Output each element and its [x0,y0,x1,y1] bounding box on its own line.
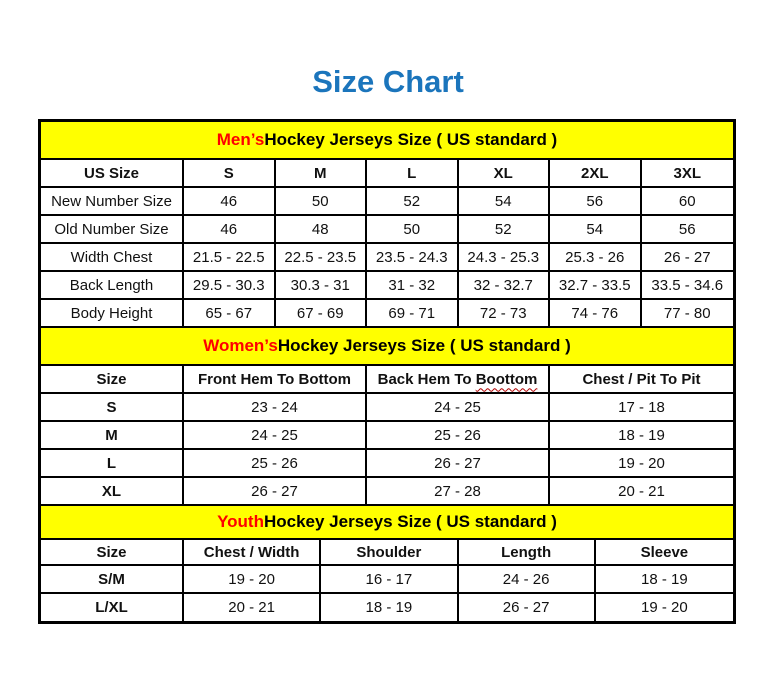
data-cell: 25.3 - 26 [550,244,642,270]
data-cell: 56 [550,188,642,214]
table-row [41,216,733,244]
data-cell: 72 - 73 [459,300,551,326]
mens-section-heading [41,122,733,160]
data-cell: 23 - 24 [184,394,367,420]
data-cell: 19 - 20 [184,566,321,592]
data-cell: 26 - 27 [184,478,367,504]
row-label: L/XL [41,594,184,621]
data-cell: 27 - 28 [367,478,550,504]
data-cell: 24.3 - 25.3 [459,244,551,270]
section-youth [41,506,733,621]
header-row [41,160,733,188]
row-label: New Number Size [41,188,184,214]
row-label: XL [41,478,184,504]
data-cell: 26 - 27 [663,248,711,266]
header-cell: L [367,160,459,186]
section-womens [41,328,733,506]
size-chart-table [38,119,736,624]
row-label: Back Length [41,272,184,298]
header-cell: Size [41,540,184,564]
header-cell: Chest / Width [184,540,321,564]
data-cell: 30.3 - 31 [276,272,368,298]
data-cell: 48 [276,216,368,242]
row-label: Body Height [41,300,184,326]
header-cell: 3XL [673,164,701,182]
heading-rest-label: Hockey Jerseys Size ( US standard ) [277,336,571,355]
header-cell: Size [41,366,184,392]
data-cell: 16 - 17 [321,566,458,592]
data-cell: 19 - 20 [641,599,688,616]
data-cell: 54 [550,216,642,242]
data-cell: 52 [459,216,551,242]
table-row [41,566,733,594]
data-cell: 32 - 32.7 [459,272,551,298]
data-cell: 56 [678,220,696,238]
heading-accent-label: Men’s [216,130,265,149]
row-label: Width Chest [41,244,184,270]
table-row [41,272,733,300]
data-cell: 74 - 76 [550,300,642,326]
header-cell: 2XL [550,160,642,186]
row-label: L [41,450,184,476]
youth-section-heading [41,506,733,540]
heading-accent-label: Women’s [203,336,278,355]
data-cell: 33.5 - 34.6 [651,276,724,294]
header-cell: M [276,160,368,186]
data-cell: 52 [367,188,459,214]
heading-rest-label: Hockey Jerseys Size ( US standard ) [263,512,557,531]
data-cell: 20 - 21 [618,482,665,500]
section-mens [41,122,733,328]
data-cell: 77 - 80 [663,304,711,322]
header-cell: Sleeve [640,543,689,561]
row-label: M [41,422,184,448]
table-row [41,594,733,621]
header-cell [367,366,550,392]
data-cell: 31 - 32 [367,272,459,298]
data-cell: 46 [184,188,276,214]
data-cell: 26 - 27 [459,594,596,621]
header-cell-text: Back Hem To [377,370,476,388]
data-cell: 46 [184,216,276,242]
data-cell: 22.5 - 23.5 [276,244,368,270]
row-label: S [41,394,184,420]
table-row [41,478,733,506]
header-cell: XL [459,160,551,186]
row-label: Old Number Size [41,216,184,242]
header-cell: Shoulder [321,540,458,564]
data-cell: 18 - 19 [618,426,665,444]
table-row [41,188,733,216]
page-title: Size Chart [312,64,464,99]
header-cell: US Size [41,160,184,186]
womens-section-heading [41,328,733,366]
data-cell: 65 - 67 [184,300,276,326]
data-cell: 29.5 - 30.3 [184,272,276,298]
table-row [41,394,733,422]
data-cell: 25 - 26 [367,422,550,448]
header-cell: S [184,160,276,186]
table-row [41,300,733,328]
header-row [41,540,733,566]
table-row [41,422,733,450]
header-cell: Length [459,540,596,564]
header-cell: Chest / Pit To Pit [582,370,701,388]
heading-rest-label: Hockey Jerseys Size ( US standard ) [264,130,558,149]
data-cell: 26 - 27 [367,450,550,476]
data-cell: 23.5 - 24.3 [367,244,459,270]
data-cell: 24 - 25 [367,394,550,420]
data-cell: 20 - 21 [184,594,321,621]
data-cell: 67 - 69 [276,300,368,326]
data-cell: 54 [459,188,551,214]
data-cell: 18 - 19 [321,594,458,621]
data-cell: 32.7 - 33.5 [550,272,642,298]
data-cell: 50 [367,216,459,242]
data-cell: 18 - 19 [641,570,688,588]
data-cell: 25 - 26 [184,450,367,476]
row-label: S/M [41,566,184,592]
table-row [41,244,733,272]
header-row [41,366,733,394]
data-cell: 24 - 26 [459,566,596,592]
data-cell: 21.5 - 22.5 [184,244,276,270]
heading-accent-label: Youth [217,512,264,531]
data-cell: 17 - 18 [618,398,665,416]
header-cell: Front Hem To Bottom [184,366,367,392]
data-cell: 19 - 20 [618,454,665,472]
misspelled-word: Boottom [475,370,538,388]
data-cell: 69 - 71 [367,300,459,326]
data-cell: 50 [276,188,368,214]
table-row [41,450,733,478]
data-cell: 60 [678,192,696,210]
data-cell: 24 - 25 [184,422,367,448]
